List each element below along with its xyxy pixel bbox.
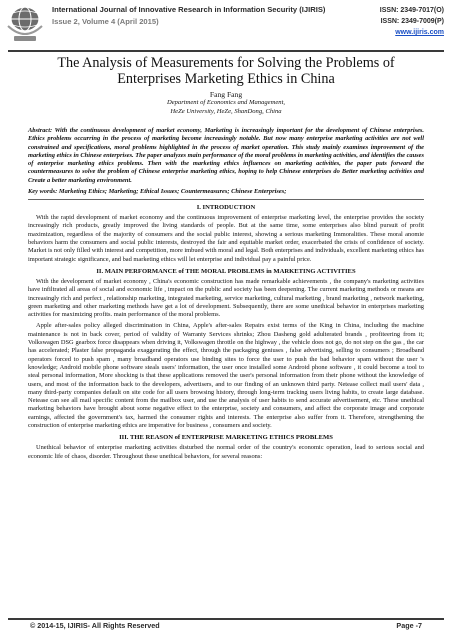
paper-title: The Analysis of Measurements for Solving the Problems of Enterprises Marketing Ethics in China xyxy=(57,55,395,87)
issn-online: ISSN: 2349-7017(O) xyxy=(379,7,444,14)
keywords: Key words: Marketing Ethics; Marketing; Ethical Issues; Countermeasures; Chinese Enterprises; xyxy=(28,188,287,196)
abstract: Abstract: With the continuous development of market economy, Marketing is increasingly important for the development of Chinese enterprises. Ethics problems occurring in the process of marketing become increasingly notable. But now many enterprise marketing activities are not well constrained and specifications, moral problems highlighted in the process of market operation. This study mainly examines improvement of the marketing ethics in Chinese enterprises. The paper analyzes main performance of the moral problems in marketing activities, and identifies the causes of enterprise marketing ethics problems. Then with the marketing ethics influences on marketing activities, the paper puts forward the countermeasures to solve the problem of Chinese enterprise marketing ethics, hoping to help Chinese enterprises do Better marketing activities and Create a better marketing environment. xyxy=(28,127,424,184)
issn-block xyxy=(380,5,444,38)
footer-copyright: © 2014-15, IJIRIS- All Rights Reserved xyxy=(30,621,160,630)
section-heading-main-performance: II. MAIN PERFORMANCE of THE MORAL PROBLEMS in MARKETING ACTIVITIES xyxy=(96,267,356,275)
footer-divider xyxy=(8,618,444,620)
paragraph: With the development of market economy , China's economic construction has made remarkable achievements , the company's marketing activities have infiltrated all areas of social and economic life , impact on the public and society has been deepening. The current marketing methods or means are increasingly rich and perfect , relationship marketing, integrated marketing, service marketing, cultural marketing , brand marketing , network marketing, green marketing and other marketing methods have get a lot of development. Subsequently, there are some unethical behavior in enterprises marketing activities for maximizing profits. main performance of the moral problems. xyxy=(28,277,424,319)
author-institution: HeZe University, HeZe, ShanDong, China xyxy=(170,107,282,115)
ijiris-globe-logo-icon xyxy=(6,2,44,44)
header-divider xyxy=(8,50,444,52)
journal-url-link[interactable]: www.ijiris.com xyxy=(395,29,444,36)
issn-print: ISSN: 2349-7009(P) xyxy=(380,18,444,25)
paragraph: Apple after-sales policy alleged discrimination in China, Apple's after-sales Repairs exist terms of the King in China, including the machine maintenance is not in back cover, period of validity of Warranty Services shrinks; Zhou Dasheng gold adulterated brands , profiteering from it; Volkswagen DSG gearbox force disappears when driving it, Volkswagen throttle on the highway , the vehicle does not go, do not step on the gas , the car has accelerated; Plaster false propaganda exaggerating the effect, through the packaging geniuses , false advertising, selling to consumers ; Broadband operators forced to push spam , many broadband operators use binding sites to force the user to push the bad behavior spam without the user 's knowledge; Android mobile phone software steals users' information, the user once installed some Android phone software , it could become a tool to steal personal information, More shocking is that these applications removed the user's personal information from their phone without the knowledge of users, and most of the information back to the developers, advertisers, and to our finding of an unknown third party. Netease collect mail users' data , many third-party companies default on site code for all users browsing history, through long-term tracking users living habits, to create large database. Netease can see all mail specific content from the mailbox user, and use the analysis of user habits to send accurate advertisement, etc. These unethical marketing behaviors have brought about some negative effect to the enterprise, society and consumers, and affect the corporate image and corporate earnings, affected the government's tax, harmed the consumer rights and interests. The enterprise also suffer from it. Therefore, strengthening the construction of enterprise marketing ethics are imperative for business , consumers and society. xyxy=(28,322,424,429)
journal-header xyxy=(0,0,452,52)
journal-issue: Issue 2, Volume 4 (April 2015) xyxy=(52,17,159,26)
section-heading-reasons: III. THE REASON of ENTERPRISE MARKETING ETHICS PROBLEMS xyxy=(119,434,333,442)
author-name: Fang Fang xyxy=(209,90,243,99)
footer-page-number: Page -7 xyxy=(396,621,422,630)
paper-content xyxy=(28,56,424,464)
journal-title: International Journal of Innovative Research in Information Security (IJIRIS) xyxy=(52,5,326,14)
paragraph: With the rapid development of market economy and the continuous improvement of enterprise marketing level, the enterprise provides the society increasingly rich products, greatly improved the living standards of people. But at the same time, some enterprises also blind pursuit of profit maximization, regardless of the majority of consumers and the social public interest, showing a serious marketing Immoralities. These moral anomie behaviors harm the consumers and social public interests, destroyed the fair and equitable market order, exacerbated the crisis of confidence of society. Market is not only filled with interest and competition, more imbued with moral and legal. Both enterprises and individuals, excellent marketing ethics has important strategic significance, and bad marketing ethics will let enterprise and individual pay a painful price. xyxy=(28,214,424,263)
section-divider xyxy=(28,199,424,200)
section-heading-introduction: I. INTRODUCTION xyxy=(196,204,256,212)
paragraph: Unethical behavior of enterprise marketing activities disturbed the normal order of the country's economic operation, lead to serious social and economic life of chaos, disorder. Throughout these unethical behaviors, for several reasons: xyxy=(28,444,424,460)
author-department: Department of Economics and Management, xyxy=(166,99,286,106)
